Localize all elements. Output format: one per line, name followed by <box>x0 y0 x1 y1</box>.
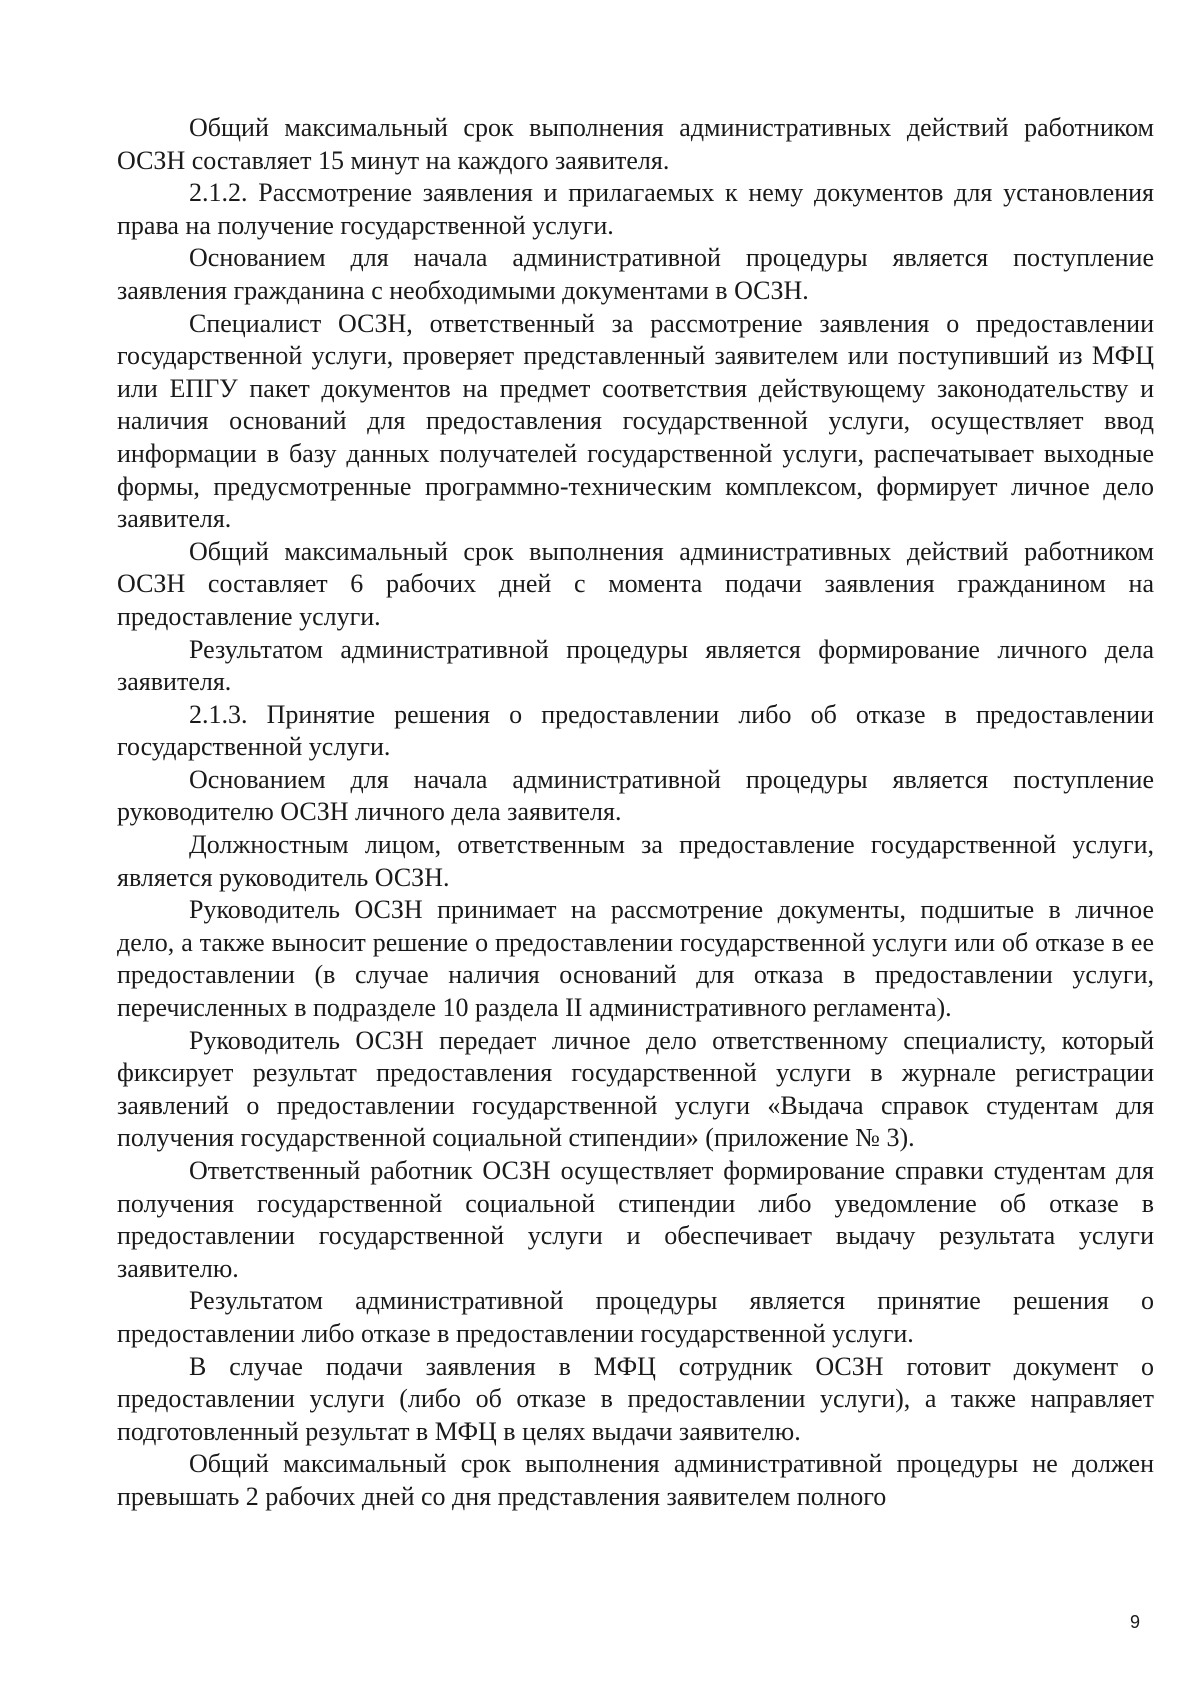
paragraph: Общий максимальный срок выполнения административных действий работником ОСЗН составляет 6 рабочих дней с момента подачи заявления гражданином на предоставление услуги. <box>117 536 1154 631</box>
paragraph: Основанием для начала административной процедуры является поступление руководителю ОСЗН личного дела заявителя. <box>117 764 1154 827</box>
page-number: 9 <box>1129 1612 1140 1632</box>
paragraph: Руководитель ОСЗН передает личное дело ответственному специалисту, который фиксирует результат предоставления государственной услуги в журнале регистрации заявлений о предоставлении государственной услуги «Выдача справок студентам для получения государственной социальной стипендии» (приложение № 3). <box>117 1025 1154 1153</box>
paragraph: 2.1.3. Принятие решения о предоставлении либо об отказе в предоставлении государственной услуги. <box>117 699 1154 762</box>
paragraph: Результатом административной процедуры является принятие решения о предоставлении либо отказе в предоставлении государственной услуги. <box>117 1286 1154 1348</box>
paragraph: Результатом административной процедуры является формирование личного дела заявителя. <box>117 634 1154 697</box>
paragraph: Руководитель ОСЗН принимает на рассмотрение документы, подшитые в личное дело, а также выносит решение о предоставлении государственной услуги или об отказе в ее предоставлении (в случае наличия оснований для отказа в предоставлении услуги, перечисленных в подразделе 10 раздела II административного регламента). <box>117 895 1154 1023</box>
paragraph: Общий максимальный срок выполнения административной процедуры не должен превышать 2 рабочих дней со дня представления заявителем полного <box>117 1449 1154 1511</box>
paragraph: 2.1.2. Рассмотрение заявления и прилагаемых к нему документов для установления права на получение государственной услуги. <box>117 178 1154 240</box>
paragraph: Специалист ОСЗН, ответственный за рассмотрение заявления о предоставлении государственной услуги, проверяет представленный заявителем или поступивший из МФЦ или ЕПГУ пакет документов на предмет соответствия действующему законодательству и наличия оснований для предоставления государственной услуги, осуществляет ввод информации в базу данных получателей государственной услуги, распечатывает выходные формы, предусмотренные программно-техническим комплексом, формирует личное дело заявителя. <box>117 308 1154 534</box>
paragraph: Общий максимальный срок выполнения административных действий работником ОСЗН составляет 15 минут на каждого заявителя. <box>117 113 1154 175</box>
paragraph: Должностным лицом, ответственным за предоставление государственной услуги, является руководитель ОСЗН. <box>117 830 1154 892</box>
paragraph: В случае подачи заявления в МФЦ сотрудник ОСЗН готовит документ о предоставлении услуги (либо об отказе в предоставлении услуги), а также направляет подготовленный результат в МФЦ в целях выдачи заявителю. <box>117 1351 1154 1446</box>
paragraph: Основанием для начала административной процедуры является поступление заявления гражданина с необходимыми документами в ОСЗН. <box>117 243 1154 305</box>
paragraph: Ответственный работник ОСЗН осуществляет формирование справки студентам для получения государственной социальной стипендии либо уведомление об отказе в предоставлении государственной услуги и обеспечивает выдачу результата услуги заявителю. <box>117 1156 1154 1283</box>
document-body <box>117 112 1154 1514</box>
